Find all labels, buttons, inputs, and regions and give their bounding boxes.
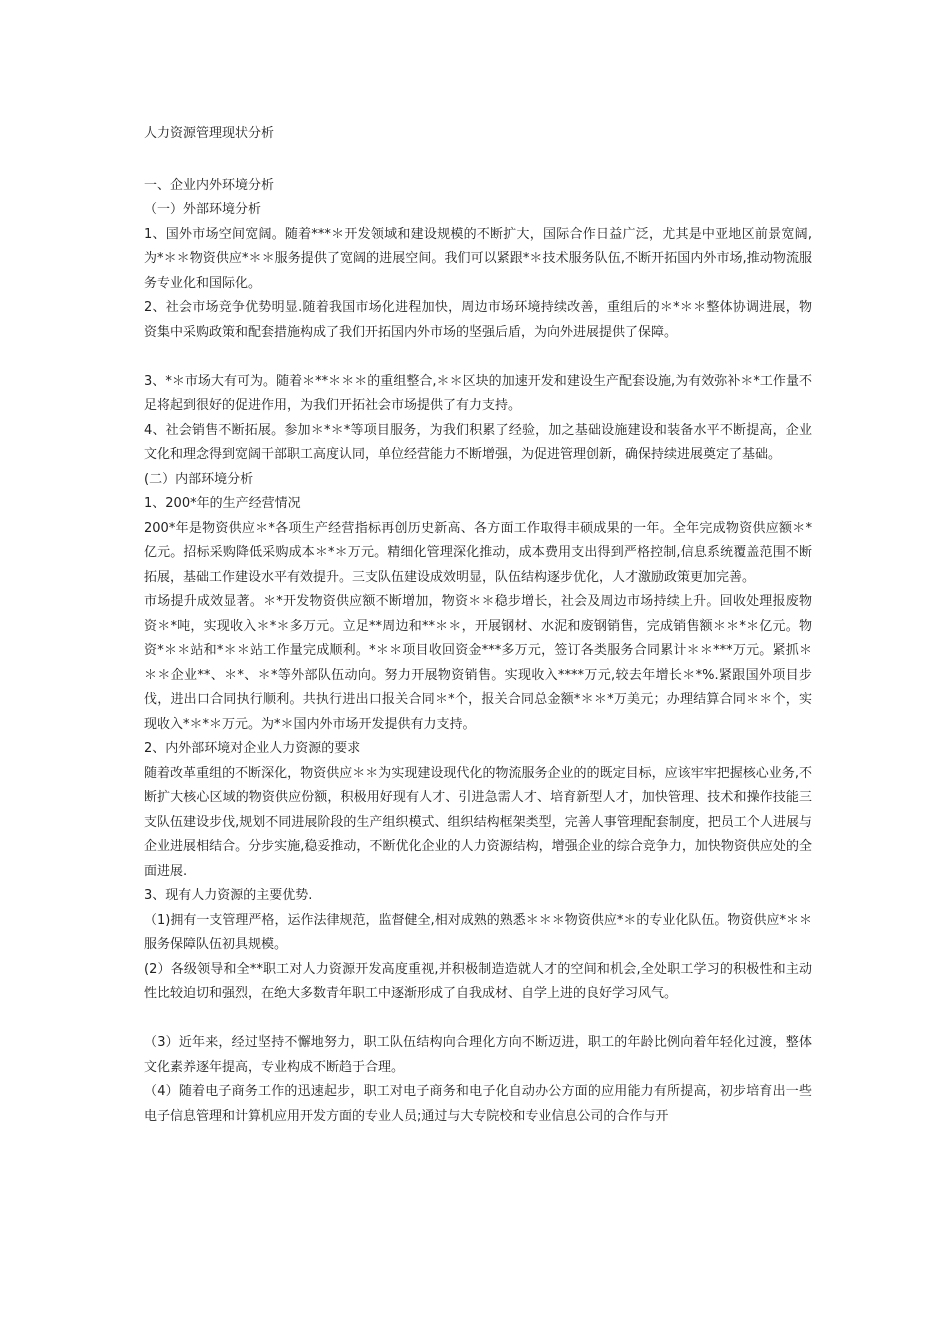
paragraph-external-3: 3、*＊市场大有可为。随着＊**＊＊＊的重组整合,＊＊区块的加速开发和建设生产配套设施,为有效弥补＊*工作量不足将起到很好的促进作用，为我们开拓社会市场提供了有力支持。 xyxy=(144,373,812,413)
paragraph-external-2: 2、社会市场竞争优势明显.随着我国市场化进程加快，周边市场环境持续改善，重组后的＊*＊＊整体协调进展，物资集中采购政策和配套措施构成了我们开拓国内外市场的坚强后盾，为向外进展提供了保障。 xyxy=(144,300,812,340)
section-heading-1: 一、企业内外环境分析 xyxy=(144,177,275,193)
subheading-advantages: 3、现有人力资源的主要优势. xyxy=(144,888,313,903)
blank-line xyxy=(144,1007,812,1032)
paragraph-advantage-2: (2）各级领导和全**职工对人力资源开发高度重视,并积极制造造就人才的空间和机会,全处职工学习的积极性和主动性比较迫切和强烈，在绝大多数青年职工中逐渐形成了自我成材、自学上进的良好学习风气。 xyxy=(144,961,812,1001)
blank-line xyxy=(144,345,812,370)
paragraph-advantage-4: （4）随着电子商务工作的迅速起步，职工对电子商务和电子化自动办公方面的应用能力有所提高，初步培育出一些电子信息管理和计算机应用开发方面的专业人员;通过与大专院校和专业信息公司的合作与开 xyxy=(144,1084,812,1124)
paragraph-requirements: 随着改革重组的不断深化，物资供应＊＊为实现建设现代化的物流服务企业的的既定目标，应该牢牢把握核心业务,不断扩大核心区域的物资供应份额，积极用好现有人才、引进急需人才、培育新型人才，加快管理、技术和操作技能三支队伍建设步伐,规划不同进展阶段的生产组织模式、组织结构框架类型，完善人事管理配套制度，把员工个人进展与企业进展相结合。分步实施,稳妥推动，不断优化企业的人力资源结构，增强企业的综合竞争力，加快物资供应处的全面进展. xyxy=(144,765,812,879)
subheading-requirements: 2、内外部环境对企业人力资源的要求 xyxy=(144,741,361,756)
paragraph-external-1: 1、国外市场空间宽阔。随着***＊开发领域和建设规模的不断扩大，国际合作日益广泛，尤其是中亚地区前景宽阔,为*＊＊物资供应*＊＊服务提供了宽阔的进展空间。我们可以紧跟*＊技术服务队伍,不断开拓国内外市场,推动物流服务专业化和国际化。 xyxy=(144,226,812,291)
paragraph-production: 200*年是物资供应＊*各项生产经营指标再创历史新高、各方面工作取得丰硕成果的一年。全年完成物资供应额＊*亿元。招标采购降低采购成本＊*＊万元。精细化管理深化推动，成本费用支出得到严格控制,信息系统覆盖范围不断拓展，基础工作建设水平有效提升。三支队伍建设成效明显，队伍结构逐步优化，人才激励政策更加完善。 xyxy=(144,520,812,585)
document-title: 人力资源管理现状分析 xyxy=(144,126,275,141)
paragraph-market: 市场提升成效显著。＊*开发物资供应额不断增加，物资＊＊稳步增长，社会及周边市场持续上升。回收处理报废物资＊*吨，实现收入＊*＊多万元。立足**周边和**＊＊，开展钢材、水泥和废钢销售，完成销售额＊＊*＊亿元。物资*＊＊站和*＊＊站工作量完成顺利。*＊＊项目收回资金***多万元，签订各类服务合同累计＊＊***万元。紧抓＊＊＊企业**、＊*、＊*等外部队伍动向。努力开展物资销售。实现收入****万元,较去年增长＊*%.紧跟国外项目步伐，进出口合同执行顺利。共执行进出口报关合同＊*个，报关合同总金额*＊＊*万美元；办理结算合同＊＊个，实现收入*＊*＊万元。为*＊国内外市场开发提供有力支持。 xyxy=(144,594,812,732)
paragraph-advantage-1: （1)拥有一支管理严格，运作法律规范，监督健全,相对成熟的熟悉＊＊＊物资供应*＊的专业化队伍。物资供应*＊＊服务保障队伍初具规模。 xyxy=(144,912,812,952)
paragraph-external-4: 4、社会销售不断拓展。参加＊*＊*等项目服务，为我们积累了经验，加之基础设施建设和装备水平不断提高，企业文化和理念得到宽阔干部职工高度认同，单位经营能力不断增强，为促进管理创新，确保持续进展奠定了基础。 xyxy=(144,422,812,462)
paragraph-advantage-3: （3）近年来，经过坚持不懈地努力，职工队伍结构向合理化方向不断迈进，职工的年龄比例向着年轻化过渡，整体文化素养逐年提高，专业构成不断趋于合理。 xyxy=(144,1035,812,1075)
subsection-heading-external: （一）外部环境分析 xyxy=(144,202,262,217)
document-page xyxy=(144,122,812,1129)
subheading-production: 1、200*年的生产经营情况 xyxy=(144,496,301,511)
subsection-heading-internal: (二）内部环境分析 xyxy=(144,471,254,487)
